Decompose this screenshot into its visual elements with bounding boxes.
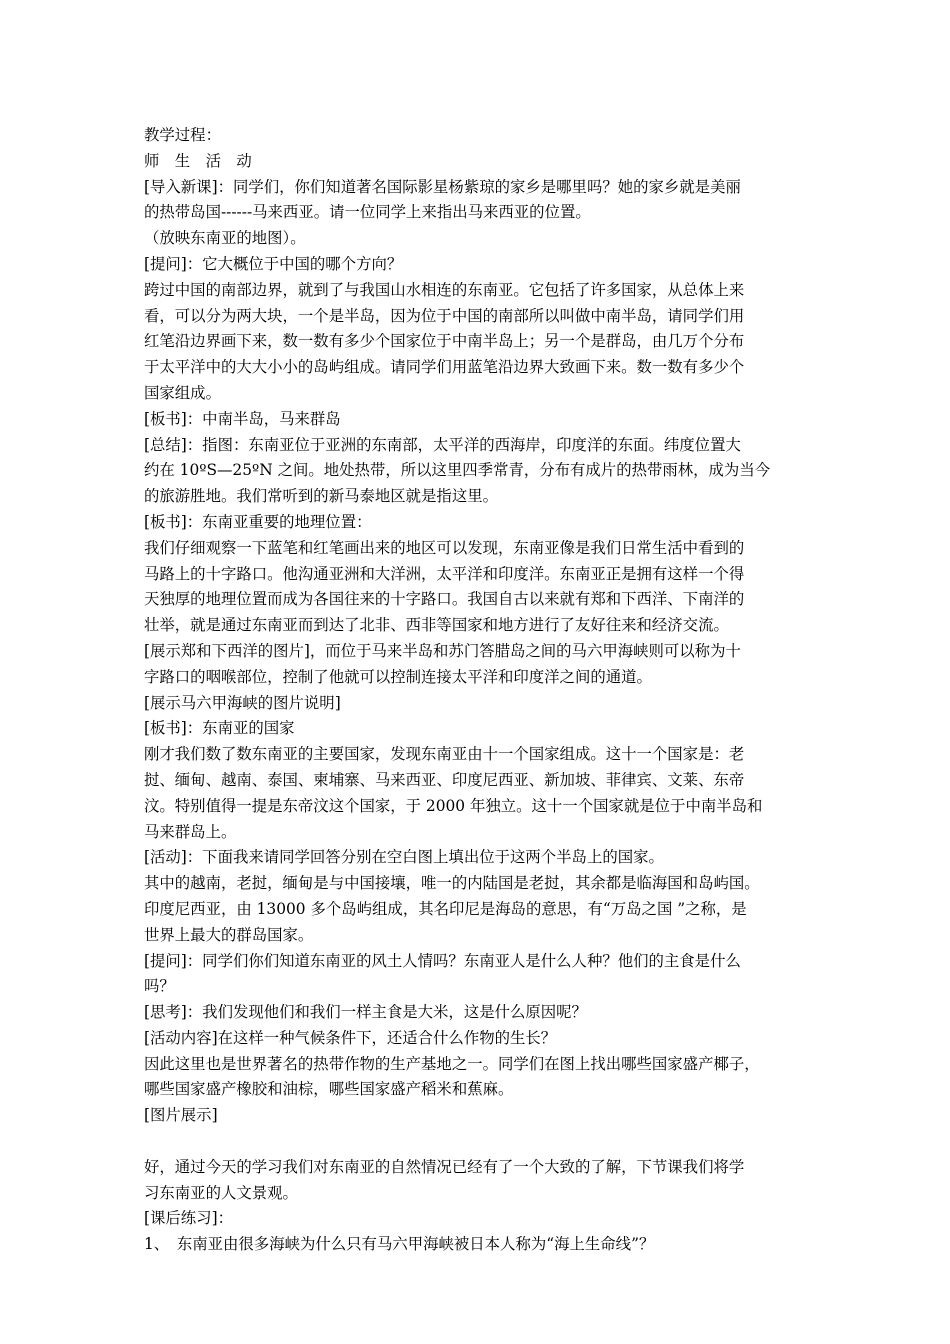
blank-line [144, 1129, 810, 1155]
doc-line: 字路口的咽喉部位，控制了他就可以控制连接太平洋和印度洋之间的通道。 [144, 667, 652, 686]
doc-line: 印度尼西亚，由 13000 多个岛屿组成，其名印尼是海岛的意思，有“万岛之国 ”之称，是 [144, 899, 747, 918]
doc-line: [板书]：东南亚的国家 [144, 719, 295, 738]
doc-line: 汶。特别值得一提是东帝汶这个国家，于 2000 年独立。这十一个国家就是位于中南半岛和 [144, 796, 763, 815]
doc-line: [导入新课]：同学们，你们知道著名国际影星杨紫琼的家乡是哪里吗？她的家乡就是美丽 [144, 177, 741, 196]
doc-line: [展示马六甲海峡的图片说明] [144, 693, 341, 712]
doc-line: 世界上最大的群岛国家。 [144, 925, 314, 944]
doc-line: 因此这里也是世界著名的热带作物的生产基地之一。同学们在图上找出哪些国家盛产椰子， [144, 1054, 760, 1073]
doc-line: 跨过中国的南部边界，就到了与我国山水相连的东南亚。它包括了许多国家，从总体上来 [144, 280, 745, 299]
doc-line: 1、 东南亚由很多海峡为什么只有马六甲海峡被日本人称为“海上生命线”？ [144, 1235, 655, 1254]
doc-line: [板书]：中南半岛，马来群岛 [144, 409, 341, 428]
doc-line: [思考]：我们发现他们和我们一样主食是大米，这是什么原因呢？ [144, 1003, 587, 1022]
doc-line: 壮举，就是通过东南亚而到达了北非、西非等国家和地方进行了友好往来和经济交流。 [144, 616, 729, 635]
doc-line: [图片展示] [144, 1106, 218, 1125]
doc-line: 的旅游胜地。我们常听到的新马泰地区就是指这里。 [144, 487, 498, 506]
doc-line: 马路上的十字路口。他沟通亚洲和大洋洲，太平洋和印度洋。东南亚正是拥有这样一个得 [144, 564, 745, 583]
doc-line: [板书]：东南亚重要的地理位置： [144, 512, 372, 531]
doc-line: [课后练习]： [144, 1209, 233, 1228]
doc-line: 习东南亚的人文景观。 [144, 1183, 298, 1202]
doc-line: 国家组成。 [144, 383, 221, 402]
doc-line: 红笔沿边界画下来，数一数有多少个国家位于中南半岛上；另一个是群岛，由几万个分布 [144, 332, 745, 351]
doc-line: [活动]：下面我来请同学回答分别在空白图上填出位于这两个半岛上的国家。 [144, 848, 664, 867]
doc-line: [展示郑和下西洋的图片]，而位于马来半岛和苏门答腊岛之间的马六甲海峡则可以称为十 [144, 641, 741, 660]
doc-line: 挝、缅甸、越南、泰国、柬埔寨、马来西亚、印度尼西亚、新加坡、菲律宾、文莱、东帝 [144, 770, 745, 789]
doc-line: 的热带岛国------马来西亚。请一位同学上来指出马来西亚的位置。 [144, 203, 591, 222]
doc-line: 其中的越南，老挝，缅甸是与中国接壤，唯一的内陆国是老挝，其余都是临海国和岛屿国。 [144, 874, 760, 893]
doc-line: 师 生 活 动 [144, 151, 252, 170]
doc-line: [总结]：指图：东南亚位于亚洲的东南部，太平洋的西海岸，印度洋的东面。纬度位置大 [144, 435, 741, 454]
doc-line: 天独厚的地理位置而成为各国往来的十字路口。我国自古以来就有郑和下西洋、下南洋的 [144, 590, 745, 609]
doc-line: [活动内容]在这样一种气候条件下，还适合什么作物的生长？ [144, 1028, 557, 1047]
doc-line: 于太平洋中的大大小小的岛屿组成。请同学们用蓝笔沿边界大致画下来。数一数有多少个 [144, 358, 745, 377]
doc-line: 好，通过今天的学习我们对东南亚的自然情况已经有了一个大致的了解，下节课我们将学 [144, 1157, 745, 1176]
doc-line: 教学过程： [144, 126, 221, 144]
doc-line: [提问]：它大概位于中国的哪个方向？ [144, 254, 403, 273]
doc-line: 看，可以分为两大块，一个是半岛，因为位于中国的南部所以叫做中南半岛，请同学们用 [144, 306, 745, 325]
doc-line: [提问]：同学们你们知道东南亚的风土人情吗？东南亚人是什么人种？他们的主食是什么 [144, 951, 741, 970]
doc-line: 约在 10ºS—25ºN 之间。地处热带，所以这里四季常青，分布有成片的热带雨林，成为当今 [144, 461, 771, 480]
doc-line: 吗？ [144, 977, 175, 996]
doc-line: 我们仔细观察一下蓝笔和红笔画出来的地区可以发现，东南亚像是我们日常生活中看到的 [144, 538, 745, 557]
doc-line: 刚才我们数了数东南亚的主要国家，发现东南亚由十一个国家组成。这十一个国家是：老 [144, 745, 745, 764]
lesson-document [144, 123, 810, 1258]
doc-line: 哪些国家盛产橡胶和油棕，哪些国家盛产稻米和蕉麻。 [144, 1080, 514, 1099]
doc-line: （放映东南亚的地图）。 [144, 229, 306, 248]
doc-line: 马来群岛上。 [144, 822, 237, 841]
